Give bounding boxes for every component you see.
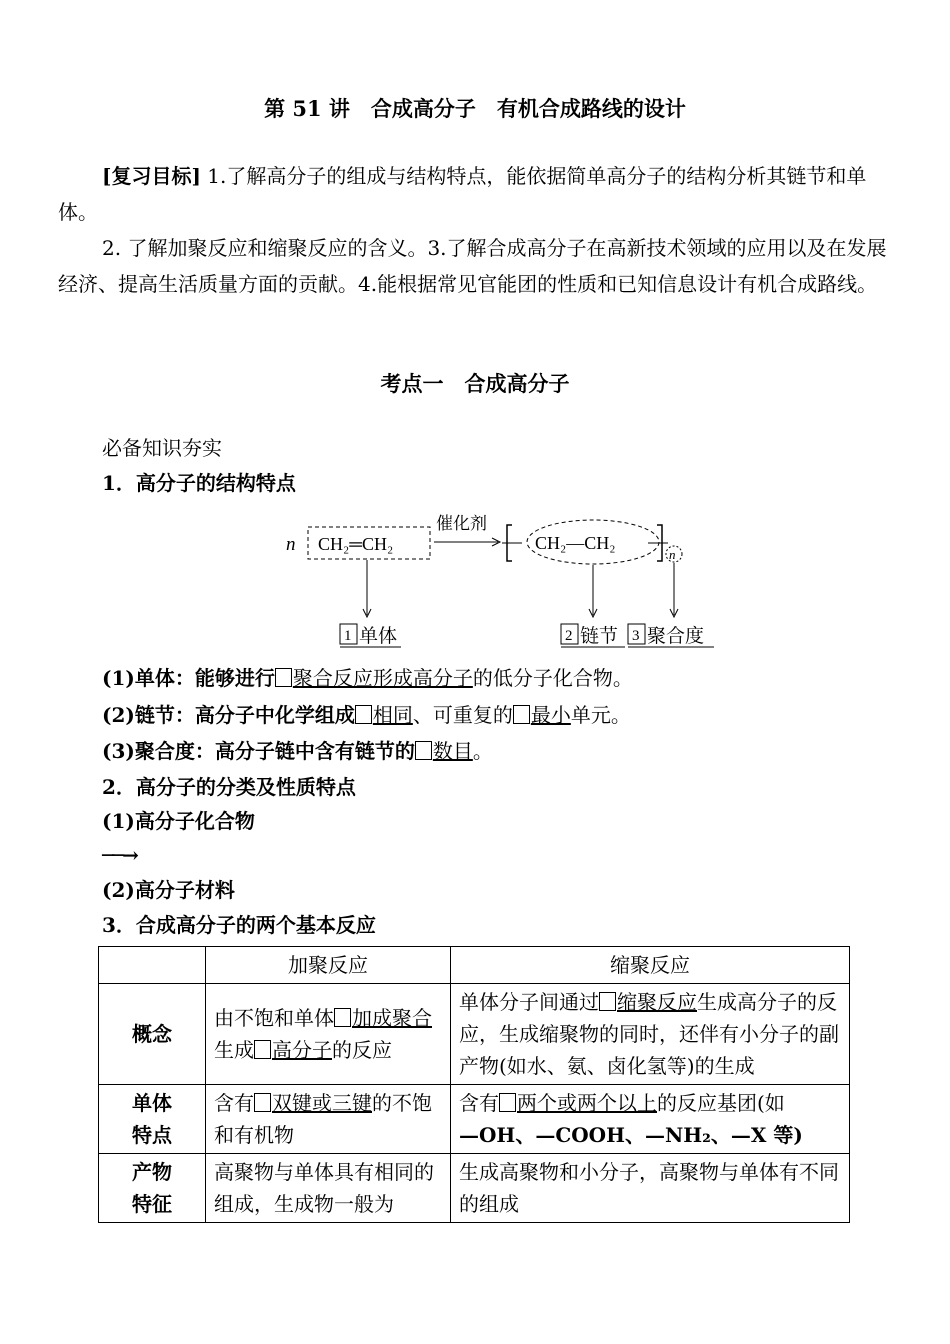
row-header-line: 特点 bbox=[132, 1123, 172, 1147]
polymer-structure-diagram bbox=[270, 505, 730, 655]
table-header-row bbox=[99, 947, 850, 984]
label-monomer: 单体 bbox=[359, 625, 398, 647]
def2-answer-2: 最小 bbox=[530, 703, 571, 727]
cell-answer: 高分子 bbox=[272, 1038, 332, 1062]
cell-condensation-monomer bbox=[451, 1085, 850, 1154]
definition-degree bbox=[102, 736, 493, 766]
row-header-concept: 概念 bbox=[99, 984, 206, 1085]
row-header-product bbox=[99, 1154, 206, 1223]
diagram-n: n bbox=[286, 534, 296, 555]
def2-suffix: 单元。 bbox=[570, 703, 631, 727]
definition-monomer bbox=[102, 663, 633, 693]
cell-addition-monomer bbox=[206, 1085, 451, 1154]
cell-answer: 缩聚反应 bbox=[617, 990, 697, 1014]
def2-answer-1: 相同 bbox=[372, 703, 413, 727]
label2-num: 2 bbox=[565, 628, 573, 644]
table-row bbox=[99, 1085, 850, 1154]
def3-prefix: (3)聚合度：高分子链中含有链节的 bbox=[102, 739, 415, 763]
blank-box bbox=[355, 705, 372, 724]
row-header-line: 特征 bbox=[132, 1192, 172, 1216]
cell-answer: 两个或两个以上 bbox=[517, 1091, 657, 1115]
blank-box bbox=[334, 1008, 351, 1027]
cell-condensation-product: 生成高聚物和小分子，高聚物与单体有不同的组成 bbox=[451, 1154, 850, 1223]
blank-box bbox=[415, 741, 432, 760]
def1-suffix: 的低分子化合物。 bbox=[472, 666, 633, 690]
functional-groups: —OH、—COOH、—NH₂、—X 等) bbox=[459, 1123, 803, 1147]
cell-addition-product: 高聚物与单体具有相同的组成，生成物一般为 bbox=[206, 1154, 451, 1223]
review-goals-2: 2. 了解加聚反应和缩聚反应的含义。3.了解合成高分子在高新技术领域的应用以及在发展经济、提高生活质量方面的贡献。4.能根据常见官能团的性质和已知信息设计有机合成路线。 bbox=[58, 236, 887, 296]
table-header-cell: 缩聚反应 bbox=[451, 947, 850, 984]
table-row bbox=[99, 1154, 850, 1223]
table-row bbox=[99, 984, 850, 1085]
chain-formula: CH₂—CH₂ bbox=[535, 533, 616, 553]
cell-text: 含有 bbox=[214, 1091, 254, 1115]
cell-answer: 双键或三键 bbox=[272, 1091, 372, 1115]
table-header-cell bbox=[99, 947, 206, 984]
def1-answer: 聚合反应形成高分子 bbox=[292, 666, 473, 690]
label1-num: 1 bbox=[344, 628, 352, 644]
def2-mid: 、可重复的 bbox=[412, 703, 513, 727]
heading-classification: 2．高分子的分类及性质特点 bbox=[102, 775, 356, 799]
cell-text: 的不饱和有机物 bbox=[214, 1091, 432, 1147]
row-header-line: 产物 bbox=[132, 1160, 172, 1184]
heading-structure: 1．高分子的结构特点 bbox=[102, 471, 296, 495]
def3-suffix: 。 bbox=[472, 739, 493, 763]
reaction-comparison-table bbox=[98, 946, 850, 1223]
heading-reactions: 3．合成高分子的两个基本反应 bbox=[102, 913, 376, 937]
goals-text-1: 1.了解高分子的组成与结构特点，能依据简单高分子的结构分析其链节和单体。 bbox=[58, 164, 867, 224]
catalyst-label: 催化剂 bbox=[436, 514, 487, 534]
knowledge-heading: 必备知识夯实 bbox=[102, 436, 222, 460]
definition-chain-unit bbox=[102, 700, 631, 730]
monomer-formula: CH₂═CH₂ bbox=[318, 534, 394, 554]
row-header-line: 单体 bbox=[132, 1091, 172, 1115]
blank-box bbox=[254, 1040, 271, 1059]
page-title: 第 51 讲 合成高分子 有机合成路线的设计 bbox=[264, 96, 686, 121]
classification-compound: (1)高分子化合物 bbox=[102, 809, 255, 833]
goals-label: [复习目标] bbox=[102, 164, 201, 188]
def2-prefix: (2)链节：高分子中化学组成 bbox=[102, 703, 355, 727]
cell-text: 生成 bbox=[214, 1038, 254, 1062]
cell-text: 的反应 bbox=[332, 1038, 392, 1062]
degree-n: n bbox=[669, 547, 676, 562]
classification-material: (2)高分子材料 bbox=[102, 878, 235, 902]
cell-text: 由不饱和单体 bbox=[214, 1006, 334, 1030]
cell-addition-concept bbox=[206, 984, 451, 1085]
review-goals-1 bbox=[58, 158, 896, 230]
cell-condensation-concept bbox=[451, 984, 850, 1085]
row-header-monomer bbox=[99, 1085, 206, 1154]
cell-text: 的反应基团(如 bbox=[657, 1091, 785, 1115]
blank-box bbox=[275, 668, 292, 687]
blank-box bbox=[513, 705, 530, 724]
table-header-cell: 加聚反应 bbox=[206, 947, 451, 984]
label3-num: 3 bbox=[632, 628, 640, 644]
label-degree: 聚合度 bbox=[647, 625, 705, 647]
blank-box bbox=[499, 1093, 516, 1112]
classification-arrow: ──→ bbox=[102, 843, 137, 867]
cell-text: 单体分子间通过 bbox=[459, 990, 599, 1014]
cell-answer: 加成聚合 bbox=[352, 1006, 432, 1030]
def1-prefix: (1)单体：能够进行 bbox=[102, 666, 275, 690]
cell-text: 生成高分子的反应，生成缩聚物的同时，还伴有小分子的副产物(如水、氨、卤化氢等)的生成 bbox=[459, 990, 839, 1078]
label-chain-unit: 链节 bbox=[580, 625, 619, 647]
blank-box bbox=[254, 1093, 271, 1112]
blank-box bbox=[599, 992, 616, 1011]
section-title: 考点一 合成高分子 bbox=[380, 371, 570, 396]
cell-text: 含有 bbox=[459, 1091, 499, 1115]
def3-answer: 数目 bbox=[432, 739, 473, 763]
